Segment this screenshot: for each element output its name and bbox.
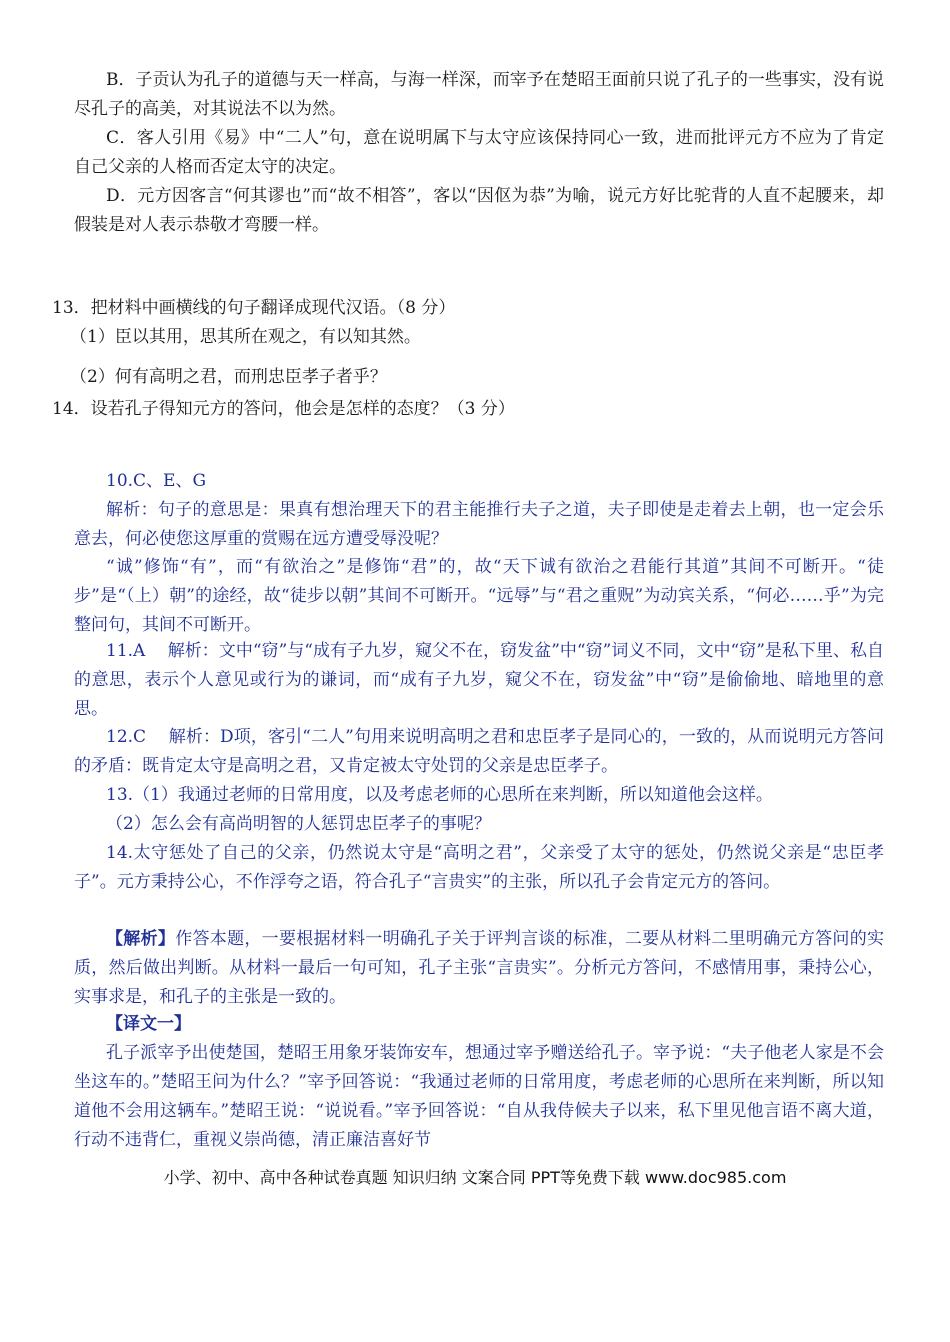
option-c: C．客人引用《易》中“二人”句，意在说明属下与太守应该保持同心一致，进而批评元方不应为了肯定自己父亲的人格而否定太守的决定。 bbox=[74, 128, 884, 177]
translation-label-text: 【译文一】 bbox=[106, 1014, 191, 1034]
answer-10: 10.C、E、G bbox=[106, 471, 207, 491]
question-13-sentence-2: （2）何有高明之君，而刑忠臣孝子者乎？ bbox=[70, 367, 387, 387]
page-footer: 小学、初中、高中各种试卷真题 知识归纳 文案合同 PPT等免费下载 www.doc985.com bbox=[163, 1168, 787, 1187]
answer-10-analysis: 解析：句子的意思是：果真有想治理天下的君主能推行夫子之道，夫子即使是走着去上朝，也一定会乐意去，何必使您这厚重的赏赐在远方遭受辱没呢？ bbox=[74, 500, 884, 549]
option-b: B．子贡认为孔子的道德与天一样高，与海一样深，而宰予在楚昭王面前只说了孔子的一些事实，没有说尽孔子的高美，对其说法不以为然。 bbox=[74, 70, 884, 119]
answer-11: 11.A 解析：文中“窃”与“成有子九岁，窥父不在，窃发盆”中“窃”词义不同，文中“窃”是私下里、私自的意思，表示个人意见或行为的谦词，而“成有子九岁，窥父不在，窃发盆”中“窃”是偷偷地、暗地里的意思。 bbox=[74, 641, 884, 719]
translation-label bbox=[74, 1010, 884, 1039]
answer-13-1: 13.（1）我通过老师的日常用度，以及考虑老师的心思所在来判断，所以知道他会这样。 bbox=[106, 785, 773, 805]
question-13-title: 13．把材料中画横线的句子翻译成现代汉语。（8 分） bbox=[52, 298, 456, 318]
answer-10-analysis-2: “诚”修饰“有”，而“有欲治之”是修饰“君”的，故“天下诚有欲治之君能行其道”其间不可断开。“徒步”是“（上）朝”的途经，故“徒步以朝”其间不可断开。“远辱”与“君之重贶”为动宾关系，“何必……乎”为完整问句，其间不可断开。 bbox=[74, 557, 884, 635]
option-d: D．元方因客言“何其谬也”而“故不相答”，客以“因伛为恭”为喻，说元方好比驼背的人直不起腰来，却假装是对人表示恭敬才弯腰一样。 bbox=[74, 186, 884, 235]
translation-text: 孔子派宰予出使楚国，楚昭王用象牙装饰安车，想通过宰予赠送给孔子。宰予说：“夫子他老人家是不会坐这车的。”楚昭王问为什么？”宰予回答说：“我通过老师的日常用度，考虑老师的心思所在来判断，所以知道他不会用这辆车。”楚昭王说：“说说看。”宰予回答说：“自从我侍候夫子以来，私下里见他言语不离大道，行动不违背仁，重视义崇尚德，清正廉洁喜好节 bbox=[74, 1043, 884, 1150]
answer-14: 14.太守惩处了自己的父亲，仍然说太守是“高明之君”，父亲受了太守的惩处，仍然说父亲是“忠臣孝子”。元方秉持公心，不作浮夸之语，符合孔子“言贵实”的主张，所以孔子会肯定元方的答问。 bbox=[74, 843, 884, 892]
analysis-paragraph bbox=[74, 925, 884, 1012]
analysis-label: 【解析】 bbox=[106, 929, 176, 949]
answer-13-2: （2）怎么会有高尚明智的人惩罚忠臣孝子的事呢？ bbox=[106, 814, 491, 834]
question-13-sentence-1: （1）臣以其用，思其所在观之，有以知其然。 bbox=[70, 327, 421, 347]
question-14-title: 14．设若孔子得知元方的答问，他会是怎样的态度？（3 分） bbox=[52, 399, 515, 419]
answer-12: 12.C 解析：D项，客引“二人”句用来说明高明之君和忠臣孝子是同心的，一致的，从而说明元方答问的矛盾：既肯定太守是高明之君，又肯定被太守处罚的父亲是忠臣孝子。 bbox=[74, 727, 884, 776]
analysis-text: 作答本题，一要根据材料一明确孔子关于评判言谈的标准，二要从材料二里明确元方答问的实质，然后做出判断。从材料一最后一句可知，孔子主张“言贵实”。分析元方答问，不感情用事，秉持公心，实事求是，和孔子的主张是一致的。 bbox=[74, 929, 885, 1007]
